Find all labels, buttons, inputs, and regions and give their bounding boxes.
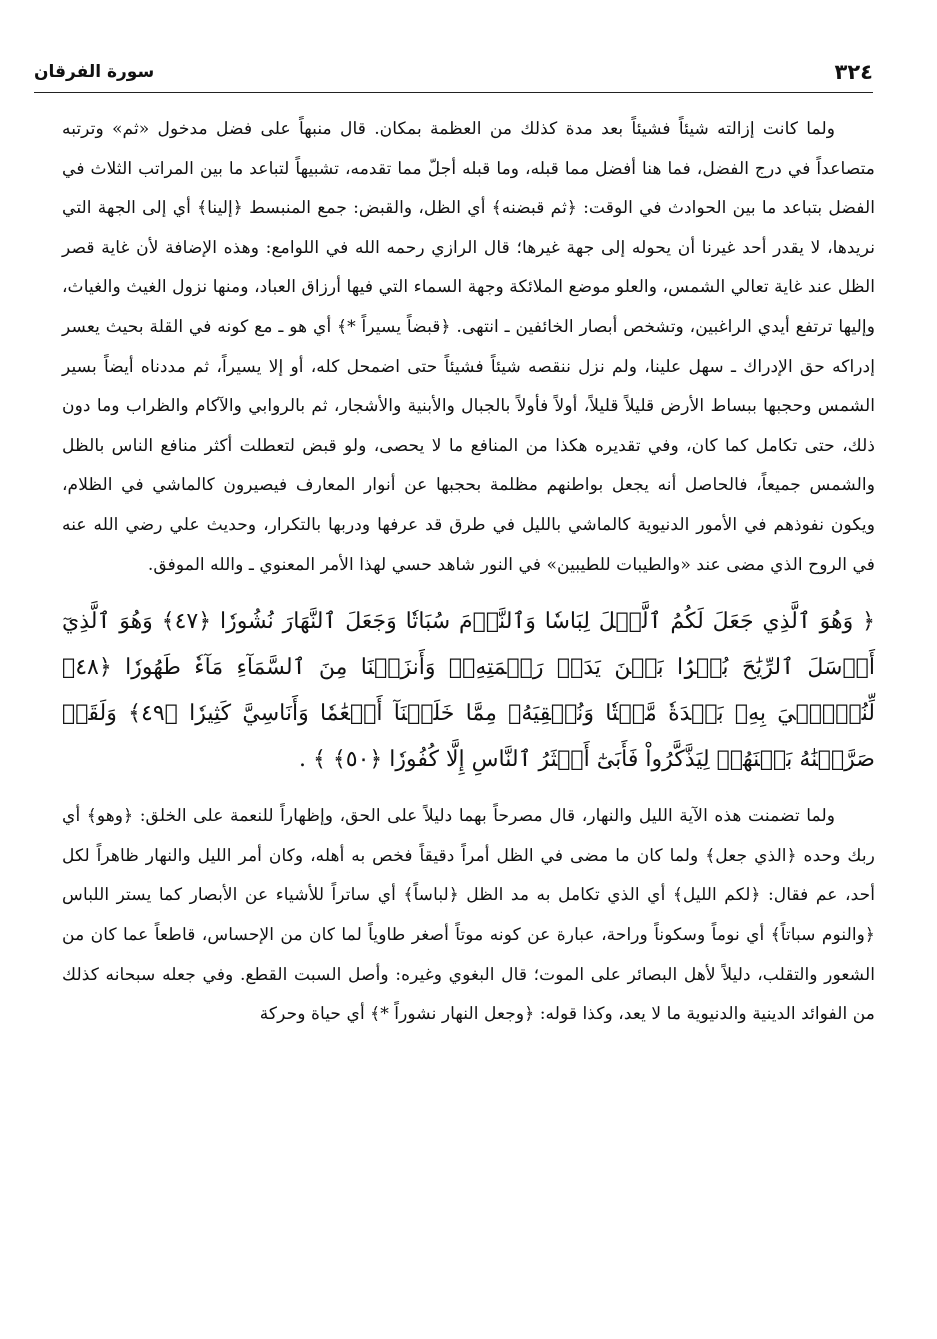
page-body bbox=[62, 110, 875, 1035]
page-number: ٣٢٤ bbox=[834, 60, 873, 84]
page-header bbox=[34, 56, 873, 93]
commentary-paragraph-2: ولما تضمنت هذه الآية الليل والنهار، قال مصرحاً بهما دليلاً على الحق، وإظهاراً للنعمة على الخلق: ﴿وهو﴾ أي ربك وحده ﴿الذي جعل﴾ ولما كان ما مضى في الظل أمراً دقيقاً فخص به أهله، وكان أمر الليل والنهار ظاهراً لكل أحد، عم فقال: ﴿لكم الليل﴾ أي الذي تكامل به مد الظل ﴿لباساً﴾ أي ساتراً للأشياء عن الأبصار كما يستر اللباس ﴿والنوم سباتاً﴾ أي نوماً وسكوناً وراحة، عبارة عن كونه موتاً أصغر طاوياً لما كان من الإحساس، قاطعاً عما كان من الشعور والتقلب، دليلاً لأهل البصائر على الموت؛ قال البغوي وغيره: وأصل السبت القطع. وفي جعله سبحانه كذلك من الفوائد الدينية والدنيوية ما لا يعد، وكذا قوله: ﴿وجعل النهار نشوراً *﴾ أي حياة وحركة bbox=[62, 806, 875, 1025]
quran-verses-47-50: ﴿ وَهُوَ ٱلَّذِي جَعَلَ لَكُمُ ٱلَّيۡلَ لِبَاسٗا وَٱلنَّوۡمَ سُبَاتٗا وَجَعَلَ ٱلنَّهَارَ نُشُورٗا ﴿٤٧﴾ وَهُوَ ٱلَّذِيٓ أَرۡسَلَ ٱلرِّيَٰحَ بُشۡرَۢا بَيۡنَ يَدَيۡ رَحۡمَتِهِۦۚ وَأَنزَلۡنَا مِنَ ٱلسَّمَآءِ مَآءٗ طَهُورٗا ﴿٤٨﴾ لِّنُحۡـِۧيَ بِهِۦ بَلۡدَةٗ مَّيۡتٗا وَنُسۡقِيَهُۥ مِمَّا خَلَقۡنَآ أَنۡعَٰمٗا وَأَنَاسِيَّ كَثِيرٗا ﴿٤٩﴾ وَلَقَدۡ صَرَّفۡنَٰهُ بَيۡنَهُمۡ لِيَذَّكَّرُواْ فَأَبَىٰٓ أَكۡثَرُ ٱلنَّاسِ إِلَّا كُفُورٗا ﴿٥٠﴾ ﴾ . bbox=[62, 609, 875, 773]
surah-title: سورة الفرقان bbox=[34, 62, 155, 82]
commentary-paragraph-1: ولما كانت إزالته شيئاً فشيئاً بعد مدة كذلك من العظمة بمكان. قال منبهاً على فضل مدخول «ثم» وترتبه متصاعداً في درج الفضل، فما هنا أفضل مما قبله، وما قبله أجلّ مما تقدمه، تشبيهاً لتباعد ما بين المراتب الثلاث في الفضل بتباعد ما بين الحوادث في الوقت: ﴿ثم قبضنه﴾ أي الظل، والقبض: جمع المنبسط ﴿إلينا﴾ أي إلى الجهة التي نريدها، لا يقدر أحد غيرنا أن يحوله إلى جهة غيرها؛ قال الرازي رحمه الله في اللوامع: وهذه الإضافة لأن غاية قصر الظل عند غاية تعالي الشمس، والعلو موضع الملائكة وجهة السماء التي فيها أرزاق العباد، ومنها نزول الغيث والغياث، وإليها ترتفع أيدي الراغبين، وتشخص أبصار الخائفين ـ انتهى. ﴿قبضاً يسيراً *﴾ أي هو ـ مع كونه في القلة بحيث يعسر إدراكه حق الإدراك ـ سهل علينا، ولم نزل ننقصه شيئاً فشيئاً حتى اضمحل كله، أو إلا يسيراً، ثم مددناه أيضاً بسير الشمس وحجبها ببساط الأرض قليلاً قليلاً، أولاً فأولاً بالجبال والأبنية والأشجار، ثم بالروابي والآكام والظراب وما دون ذلك، حتى تكامل كما كان، وفي تقديره هكذا من المنافع ما لا يحصى، ولو قبض لتعطلت أكثر منافع الناس بالظل والشمس جميعاً، فالحاصل أنه يجعل بواطنهم مظلمة بحجبها عن أنوار المعارف فيصيرون كالماشي في الظلام، ويكون نفوذهم في الأمور الدنيوية كالماشي بالليل في طرق قد عرفها ودربها بالتكرار، وحديث علي رضي الله عنه في الروح الذي مضى عند «والطيبات للطيبين» في النور شاهد حسي لهذا الأمر المعنوي ـ والله الموفق. bbox=[62, 119, 875, 575]
